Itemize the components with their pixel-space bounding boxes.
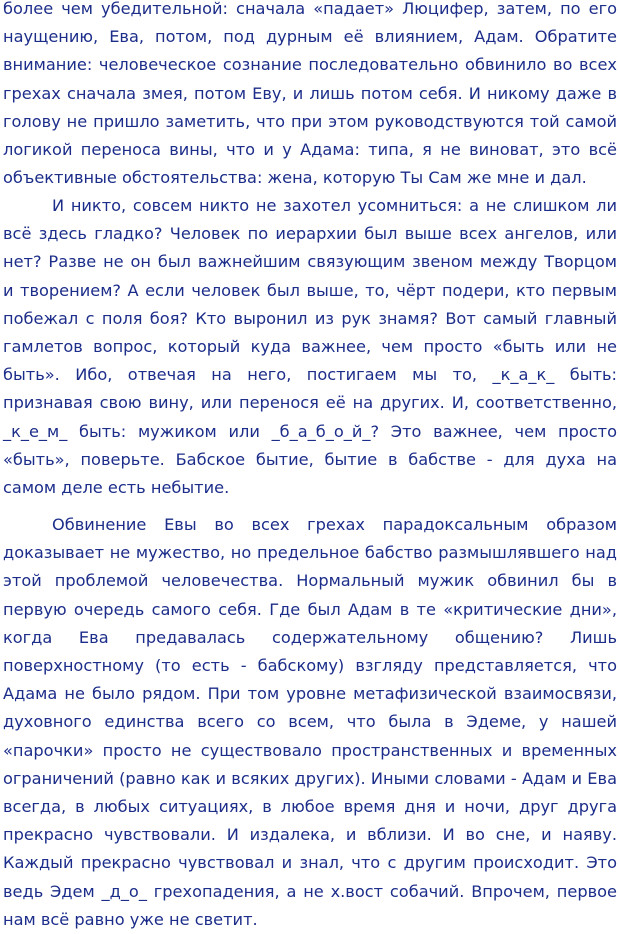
paragraph-accusation: Обвинение Евы во всех грехах парадоксальным образом доказывает не мужество, но предельное бабство размышлявшего над этой проблемой человечества. Нормальный мужик обвинил бы в первую очередь самого себя. Где был Адам в те «критические дни», когда Ева предавалась содержательному общению? Лишь поверхностному (то есть - бабскому) взгляду представляется, что Адама не было рядом. При том уровне метафизической взаимосвязи, духовного единства всего со всем, что была в Эдеме, у нашей «парочки» просто не существовало пространственных и временных ограничений (равно как и всяких других). Иными словами - Адам и Ева всегда, в любых ситуациях, в любое время дня и ночи, друг друга прекрасно чувствовали. И издалека, и вблизи. И во сне, и наяву. Каждый прекрасно чувствовал и знал, что с другим происходит. Это ведь Эдем _д_о_ грехопадения, а не х.вост собачий. Впрочем, первое нам всё равно уже не светит. xyxy=(3,515,617,929)
paragraph-intro: более чем убедительной: сначала «падает» Люцифер, затем, по его наущению, Ева, потом, под дурным её влиянием, Адам. Обратите внимание: человеческое сознание последовательно обвинило во всех грехах сначала змея, потом Еву, и лишь потом себя. И никому даже в голову не пришло заметить, что при этом руководствуются той самой логикой переноса вины, что и у Адама: типа, я не виноват, это всё объективные обстоятельства: жена, которую Ты Сам же мне и дал. xyxy=(3,0,617,188)
paragraph-question: И никто, совсем никто не захотел усомниться: а не слишком ли всё здесь гладко? Человек по иерархии был выше всех ангелов, или нет? Разве не он был важнейшим связующим звеном между Творцом и творением? А если человек был выше, то, чёрт подери, кто первым побежал с поля боя? Кто выронил из рук знамя? Вот самый главный гамлетов вопрос, который куда важнее, чем просто «быть или не быть». Ибо, отвечая на него, постигаем мы то, _к_а_к_ быть: признавая свою вину, или перенося её на других. И, соответственно, _к_е_м_ быть: мужиком или _б_а_б_о_й_? Это важнее, чем просто «быть», поверьте. Бабское бытие, бытие в бабстве - для духа на самом деле есть небытие. xyxy=(3,196,617,498)
